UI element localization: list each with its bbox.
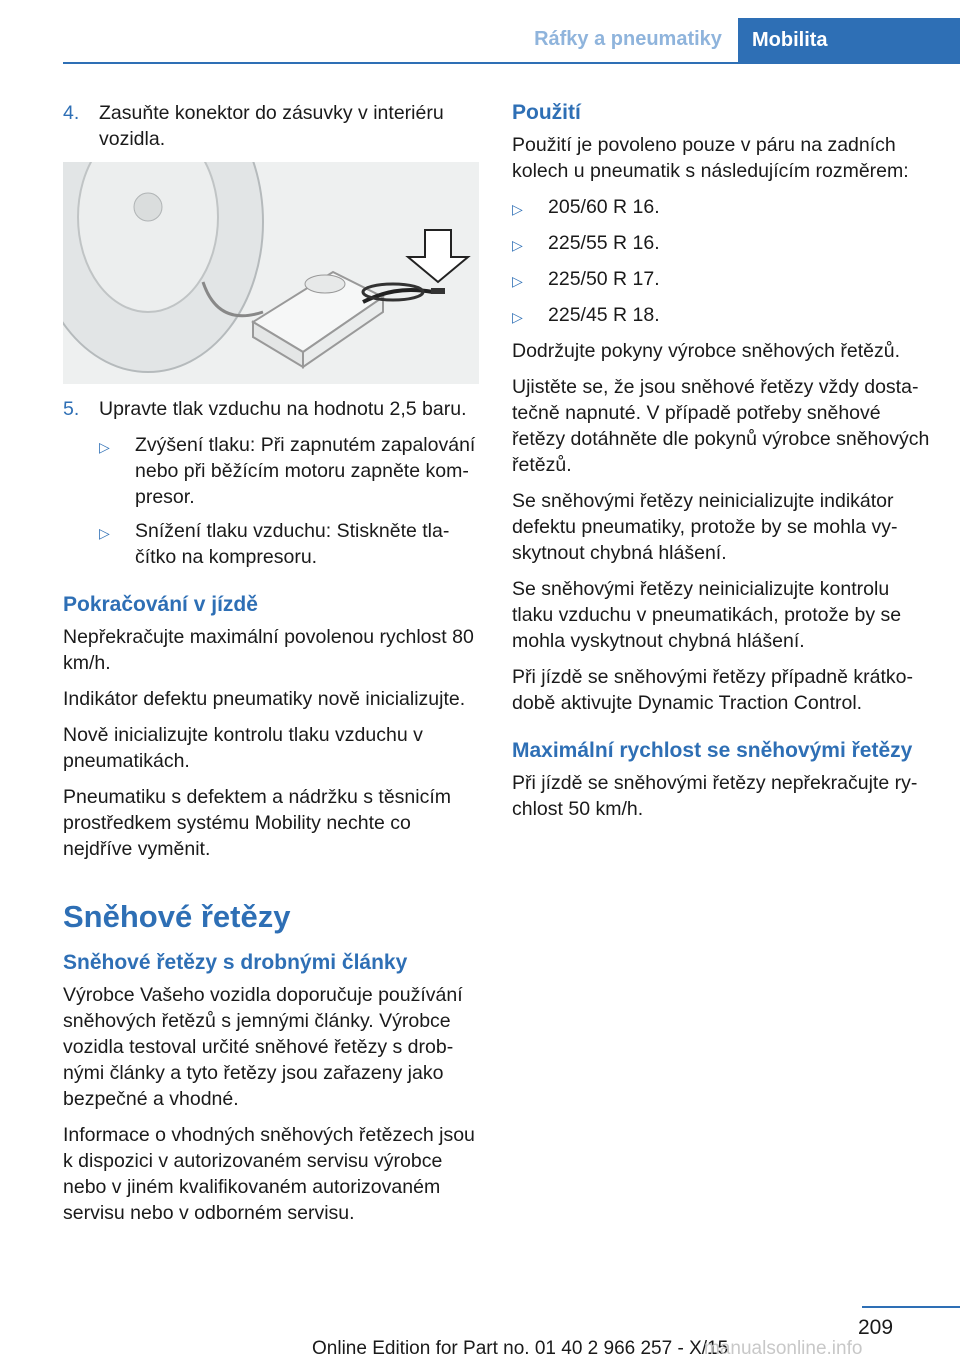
chains-title: Sněhové řetězy: [63, 899, 291, 934]
list-item-text: Zvýšení tlaku: Při zapnutém zapalování nebo při běžícím motoru zapněte kompresor.: [135, 434, 476, 508]
footer-rule: [862, 1306, 960, 1308]
header-rule: [63, 62, 960, 64]
list-item: [512, 194, 932, 222]
header-chapter-tab: Mobilita: [738, 18, 960, 62]
list-item-text: 225/45 R 18.: [548, 304, 660, 326]
triangle-right-icon: ▷: [99, 439, 110, 455]
fine-link-heading: Sněhové řetězy s drobnými články: [63, 951, 408, 974]
list-item-text: Snížení tlaku vzduchu: Stiskněte tlačítko na kompresoru.: [135, 520, 450, 568]
list-item-text: 205/60 R 16.: [548, 196, 660, 218]
page-number: 209: [858, 1316, 894, 1339]
triangle-right-icon: ▷: [512, 201, 523, 217]
paragraph: Dodržujte pokyny výrobce sněhových řetězů.: [512, 340, 901, 362]
step-number: 4.: [63, 102, 80, 124]
paragraph: Se sněhovými řetězy neinicializujte kontrolu tlaku vzduchu v pneumatikách, protože by se mohla vyskytnout chybná hlášení.: [512, 578, 902, 652]
list-item-text: 225/55 R 16.: [548, 232, 660, 254]
paragraph: Použití je povoleno pouze v páru na zadních kolech u pneumatik s následujícím rozměrem:: [512, 134, 909, 182]
list-item: [99, 432, 483, 510]
paragraph: Nepřekračujte maximální povolenou rychlost 80 km/h.: [63, 626, 474, 674]
header-section-title: Ráfky a pneumatiky: [534, 28, 722, 50]
use-heading: Použití: [512, 101, 581, 124]
step-5-sublist: [99, 432, 483, 570]
compressor-illustration-svg: [63, 162, 479, 384]
list-item: [512, 302, 932, 330]
triangle-right-icon: ▷: [512, 273, 523, 289]
triangle-right-icon: ▷: [512, 309, 523, 325]
triangle-right-icon: ▷: [99, 525, 110, 541]
watermark: manualsonline.info: [704, 1338, 863, 1359]
step-number: 5.: [63, 398, 80, 420]
continue-heading: Pokračování v jízdě: [63, 593, 258, 616]
paragraph: Informace o vhodných sněhových řetězech jsou k dispozici v autorizovaném servisu výrobce nebo v jiném kvalifikovaném autorizovaném servisu nebo v odborném servisu.: [63, 1124, 475, 1224]
right-column: [512, 100, 932, 832]
compressor-illustration: [63, 162, 479, 384]
paragraph: Ujistěte se, že jsou sněhové řetězy vždy dostatečně napnuté. V případě potřeby sněhové řetězy dotáhněte dle pokynů výrobce sněhových řetězů.: [512, 376, 930, 476]
tire-size-list: [512, 194, 932, 330]
list-item: [99, 518, 483, 570]
step-text: Upravte tlak vzduchu na hodnotu 2,5 baru.: [99, 398, 467, 420]
step-5: [63, 396, 483, 422]
speed-heading: Maximální rychlost se sněhovými řetězy: [512, 739, 913, 762]
paragraph: Při jízdě se sněhovými řetězy nepřekračujte rychlost 50 km/h.: [512, 772, 918, 820]
left-column: [63, 100, 483, 1236]
list-item-text: 225/50 R 17.: [548, 268, 660, 290]
paragraph: Nově inicializujte kontrolu tlaku vzduchu v pneumatikách.: [63, 724, 423, 772]
list-item: [512, 230, 932, 258]
edition-footer: Online Edition for Part no. 01 40 2 966 257 - X/15: [312, 1338, 729, 1359]
step-text: Zasuňte konektor do zásuvky v interiéru vozidla.: [99, 102, 444, 150]
paragraph: Indikátor defektu pneumatiky nově inicializujte.: [63, 688, 466, 710]
step-4: [63, 100, 483, 152]
paragraph: Pneumatiku s defektem a nádržku s těsnicím prostředkem systému Mobility nechte co nejdříve vyměnit.: [63, 786, 452, 860]
paragraph: Se sněhovými řetězy neinicializujte indikátor defektu pneumatiky, protože by se mohla vyskytnout chybná hlášení.: [512, 490, 898, 564]
triangle-right-icon: ▷: [512, 237, 523, 253]
paragraph: Výrobce Vašeho vozidla doporučuje používání sněhových řetězů s jemnými články. Výrobce vozidla testoval určité sněhové řetězy s drobnými články a tyto řetězy jsou zařazeny jako bezpečné a vhodné.: [63, 984, 463, 1110]
list-item: [512, 266, 932, 294]
paragraph: Při jízdě se sněhovými řetězy případně krátkodobě aktivujte Dynamic Traction Control.: [512, 666, 914, 714]
